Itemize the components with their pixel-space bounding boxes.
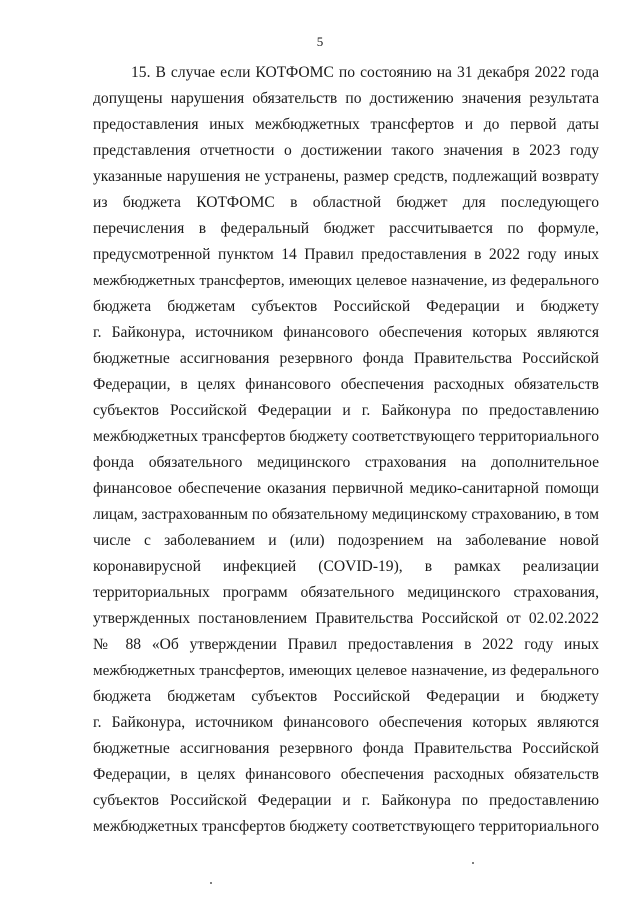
text-line: бюджетные ассигнования резервного фонда Правительства Российской (93, 350, 599, 367)
text-line: указанные нарушения не устранены, размер средств, подлежащий возврату (93, 168, 599, 185)
text-line: фонда обязательного медицинского страхования на дополнительное (93, 454, 599, 471)
text-line: предоставления иных межбюджетных трансфертов и до первой даты (93, 116, 599, 133)
text-line: Федерации, в целях финансового обеспечения расходных обязательств (93, 766, 599, 783)
text-line: межбюджетных трансфертов бюджету соответствующего территориального (93, 818, 599, 835)
text-line: допущены нарушения обязательств по достижению значения результата (93, 90, 599, 107)
text-line: предусмотренной пунктом 14 Правил предоставления в 2022 году иных (93, 246, 599, 263)
text-line: межбюджетных трансфертов, имеющих целевое назначение, из федерального (93, 272, 599, 289)
text-line: субъектов Российской Федерации и г. Байконура по предоставлению (93, 402, 599, 419)
page-number: 5 (316, 34, 324, 49)
document-body (93, 60, 599, 840)
text-line: субъектов Российской Федерации и г. Байконура по предоставлению (93, 792, 599, 809)
text-line: утвержденных постановлением Правительства Российской от 02.02.2022 (93, 610, 599, 627)
text-line: числе с заболеванием и (или) подозрением на заболевание новой (93, 532, 599, 549)
text-line: Федерации, в целях финансового обеспечения расходных обязательств (93, 376, 599, 393)
scan-speck (472, 862, 474, 864)
text-line: коронавирусной инфекцией (COVID-19), в рамках реализации (93, 558, 599, 575)
text-line: бюджета бюджетам субъектов Российской Федерации и бюджету (93, 688, 599, 705)
text-line: перечисления в федеральный бюджет рассчитывается по формуле, (93, 220, 599, 237)
text-line: г. Байконура, источником финансового обеспечения которых являются (93, 714, 599, 731)
text-line: межбюджетных трансфертов, имеющих целевое назначение, из федерального (93, 662, 599, 679)
text-line: бюджетные ассигнования резервного фонда Правительства Российской (93, 740, 599, 757)
text-line: г. Байконура, источником финансового обеспечения которых являются (93, 324, 599, 341)
text-line: № 88 «Об утверждении Правил предоставления в 2022 году иных (93, 636, 599, 653)
text-line: территориальных программ обязательного медицинского страхования, (93, 584, 599, 601)
text-line: лицам, застрахованным по обязательному медицинскому страхованию, в том (93, 506, 599, 523)
text-line: из бюджета КОТФОМС в областной бюджет для последующего (93, 194, 599, 211)
text-line: представления отчетности о достижении такого значения в 2023 году (93, 142, 599, 159)
text-line: финансовое обеспечение оказания первичной медико-санитарной помощи (93, 480, 599, 497)
text-line: 15. В случае если КОТФОМС по состоянию на 31 декабря 2022 года (131, 64, 599, 81)
scan-speck (210, 882, 212, 884)
text-line: межбюджетных трансфертов бюджету соответствующего территориального (93, 428, 599, 445)
text-line: бюджета бюджетам субъектов Российской Федерации и бюджету (93, 298, 599, 315)
